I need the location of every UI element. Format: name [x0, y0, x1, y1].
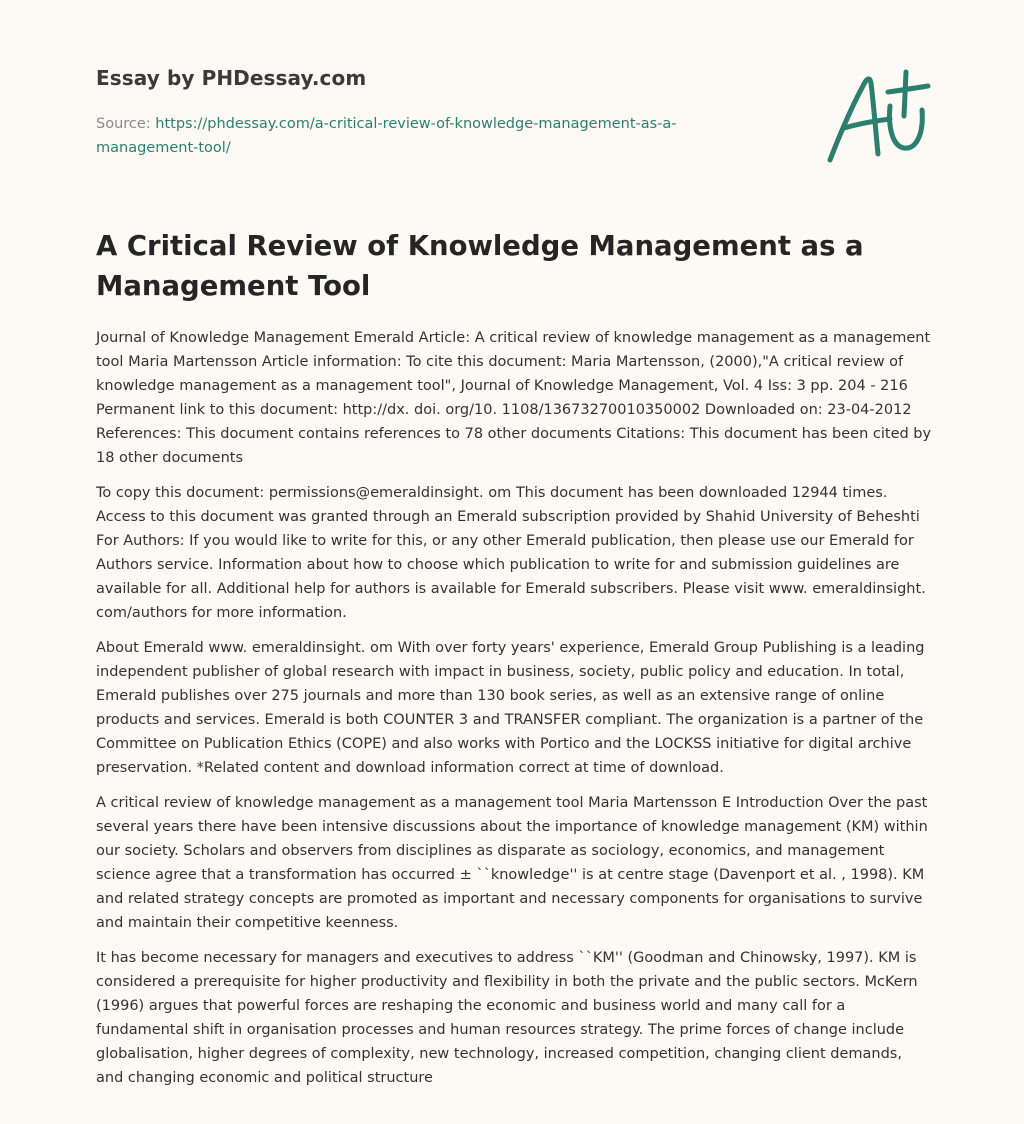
article-paragraph: About Emerald www. emeraldinsight. om With over forty years' experience, Emerald Group Publishing is a leading independent publisher of global research with impact in business, society, public policy and education. In total, Emerald publishes over 275 journals and more than 130 book series, as well as an extensive range of online products and services. Emerald is both COUNTER 3 and TRANSFER compliant. The organization is a partner of the Committee on Publication Ethics (COPE) and also works with Portico and the LOCKSS initiative for digital archive preservation. *Related content and download information correct at time of download. — [96, 640, 925, 776]
article-paragraph: Journal of Knowledge Management Emerald Article: A critical review of knowledge management as a management tool Maria Martensson Article information: To cite this document: Maria Martensson, (2000),"A critical review of knowledge management as a management tool", Journal of Knowledge Management, Vol. 4 Iss: 3 pp. 204 - 216 Permanent link to this document: http://dx. doi. org/10. 1108/13673270010350002 Downloaded on: 23-04-2012 References: This document contains references to 78 other documents Citations: This document has been cited by 18 other documents — [96, 330, 932, 466]
source-label: Source: — [96, 116, 156, 132]
article-paragraph: It has become necessary for managers and executives to address ``KM'' (Goodman and Chinowsky, 1997). KM is considered a prerequisite for higher productivity and flexibility in both the private and the public sectors. McKern (1996) argues that powerful forces are reshaping the economic and business world and many call for a fundamental shift in organisation processes and human resources strategy. The prime forces of change include globalisation, higher degrees of complexity, new technology, increased competition, changing client demands, and changing economic and political structure — [96, 950, 918, 1086]
a-plus-logo-icon — [818, 64, 938, 168]
article-title: A Critical Review of Knowledge Management as a Management Tool — [96, 230, 864, 302]
source-line — [96, 112, 736, 160]
article-body — [96, 326, 932, 1101]
source-link[interactable]: https://phdessay.com/a-critical-review-of-knowledge-management-as-a-management-tool/ — [96, 116, 677, 156]
site-brand: Essay by PHDessay.com — [96, 66, 367, 90]
article-paragraph: To copy this document: permissions@emeraldinsight. om This document has been downloaded 12944 times. Access to this document was granted through an Emerald subscription provided by Shahid University of Beheshti For Authors: If you would like to write for this, or any other Emerald publication, then please use our Emerald for Authors service. Information about how to choose which publication to write for and submission guidelines are available for all. Additional help for authors is available for Emerald subscribers. Please visit www. emeraldinsight. com/authors for more information. — [96, 485, 926, 621]
article-paragraph: A critical review of knowledge management as a management tool Maria Martensson E Introduction Over the past several years there have been intensive discussions about the importance of knowledge management (KM) within our society. Scholars and observers from disciplines as disparate as sociology, economics, and management science agree that a transformation has occurred ± ``knowledge'' is at centre stage (Davenport et al. , 1998). KM and related strategy concepts are promoted as important and necessary components for organisations to survive and maintain their competitive keenness. — [96, 795, 928, 931]
